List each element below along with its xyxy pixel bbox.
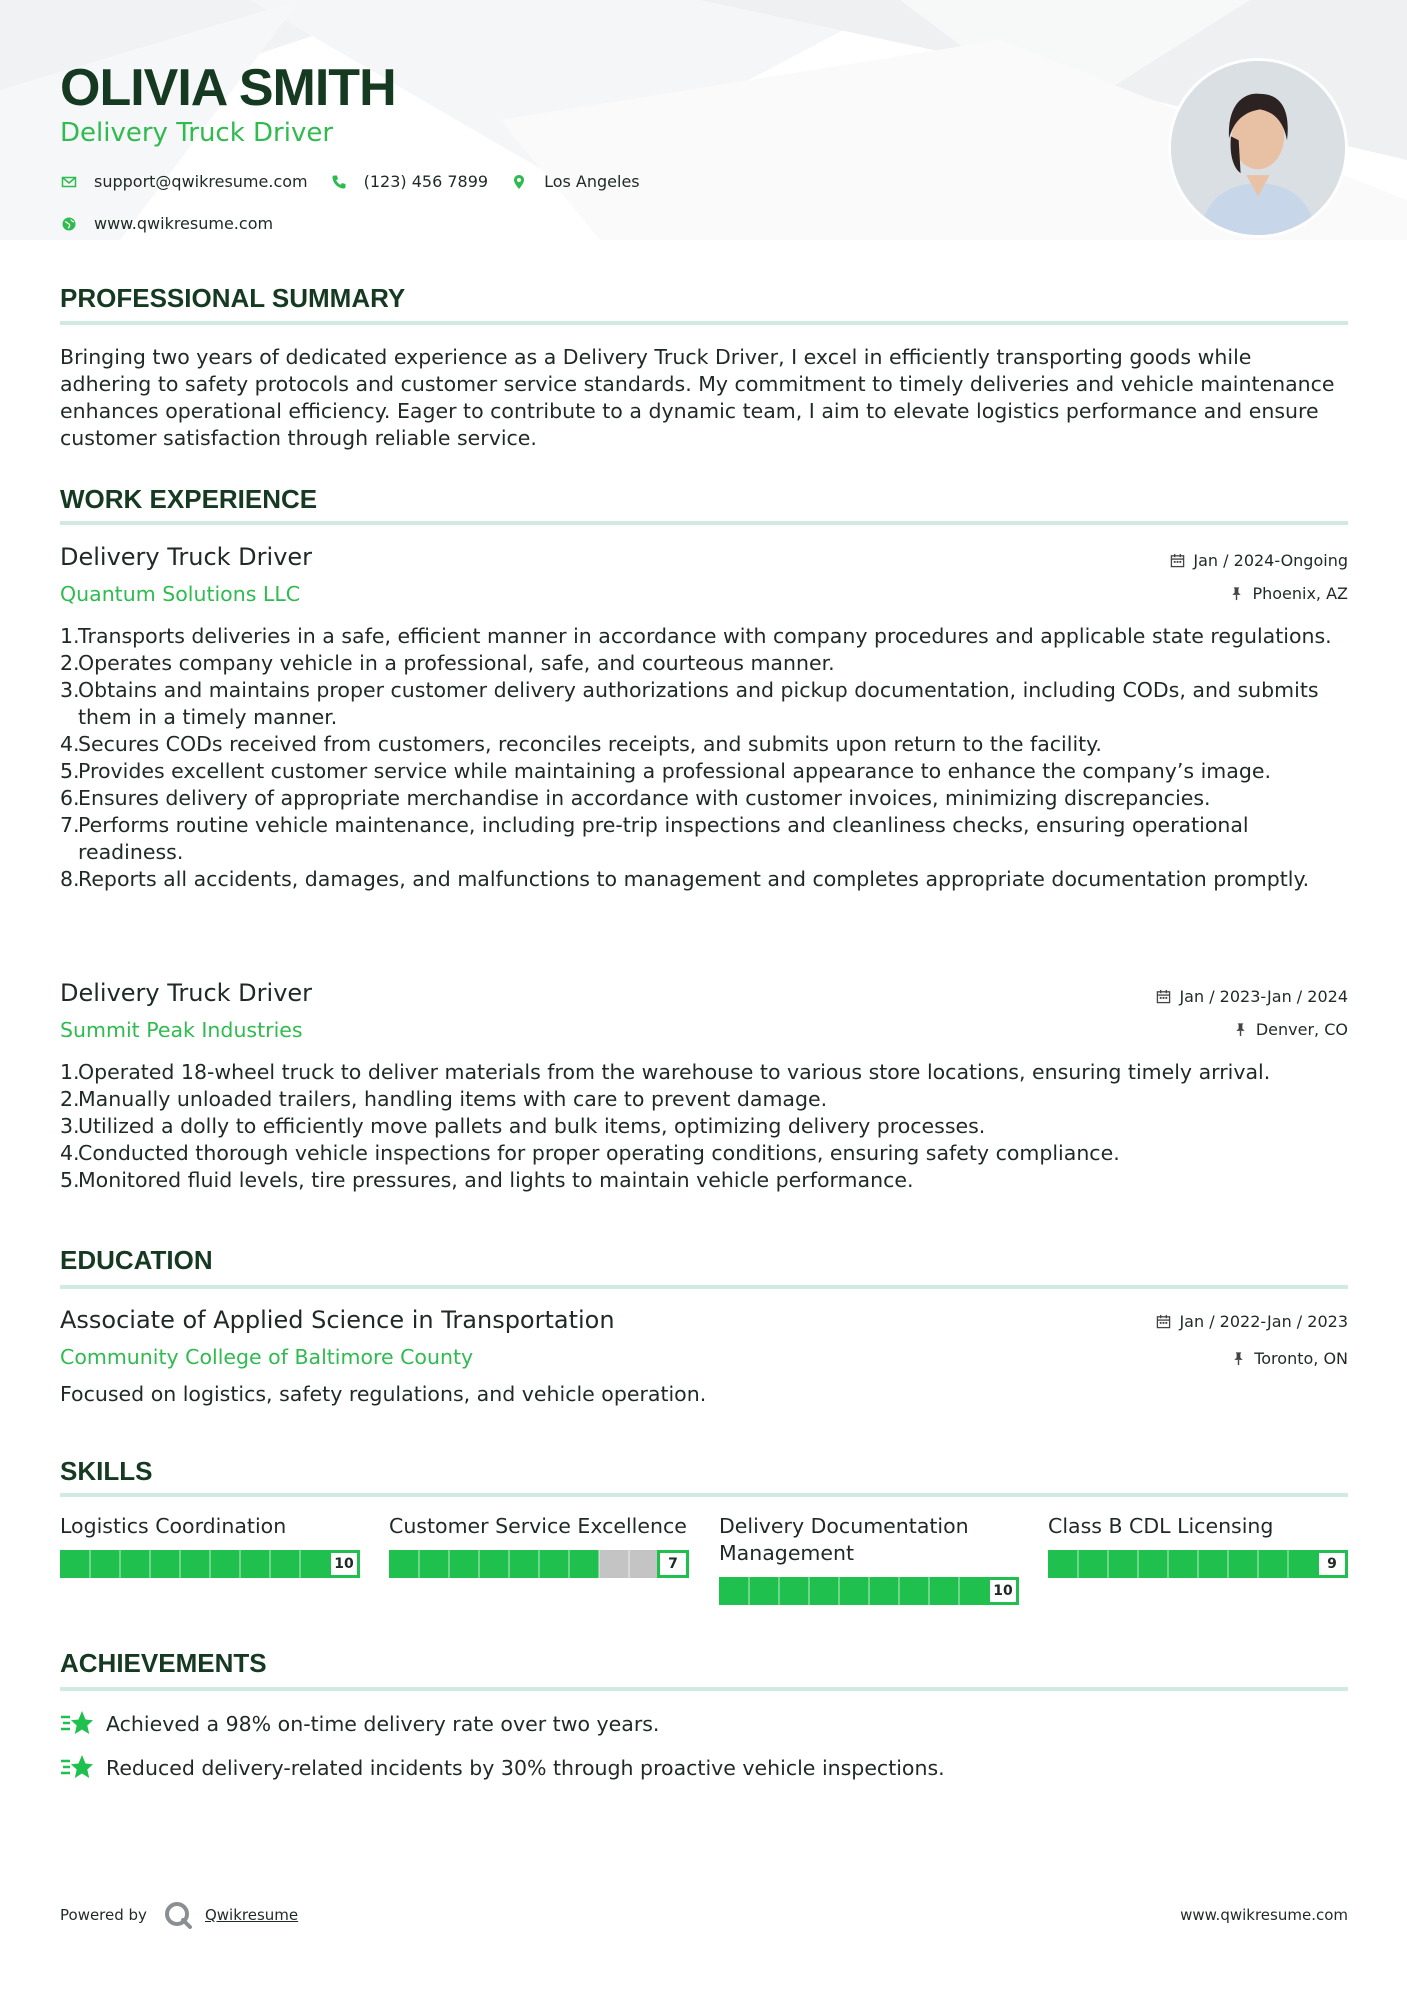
skill-bar-segment	[538, 1550, 540, 1578]
candidate-role: Delivery Truck Driver	[60, 118, 334, 148]
list-item: 7. Performs routine vehicle maintenance, including pre-trip inspections and cleanliness checks, ensuring operational readiness.	[60, 813, 1249, 864]
skill-name: Class B CDL Licensing	[1048, 1514, 1274, 1538]
skill-bar	[389, 1550, 689, 1578]
skill-name: Logistics Coordination	[60, 1514, 287, 1538]
achievement-item	[60, 1709, 659, 1739]
skill-bar-segment	[1137, 1550, 1139, 1578]
skill-bar-segment	[508, 1550, 510, 1578]
achievement-text: Reduced delivery-related incidents by 30% through proactive vehicle inspections.	[106, 1756, 945, 1780]
education-dates-text: Jan / 2022-Jan / 2023	[1179, 1312, 1348, 1331]
job-title: Delivery Truck Driver	[60, 543, 313, 571]
job-company: Summit Peak Industries	[60, 1018, 303, 1042]
list-item: 3. Utilized a dolly to efficiently move pallets and bulk items, optimizing delivery processes.	[60, 1114, 986, 1138]
skill-item	[1048, 1513, 1348, 1578]
profile-photo	[1168, 58, 1348, 238]
job-dates-text: Jan / 2023-Jan / 2024	[1179, 987, 1348, 1006]
job-location-text: Denver, CO	[1255, 1020, 1348, 1039]
skill-bar	[719, 1577, 1019, 1605]
star-achievement-icon	[60, 1709, 94, 1739]
section-divider	[60, 521, 1348, 525]
job-duties-list	[60, 1059, 1348, 1194]
footer-powered-by	[60, 1900, 298, 1930]
education-school: Community College of Baltimore County	[60, 1345, 474, 1369]
skill-bar-segment	[1107, 1550, 1109, 1578]
skill-bar-segment	[1077, 1550, 1079, 1578]
summary-text: Bringing two years of dedicated experience as a Delivery Truck Driver, I excel in efficiently transporting goods while adhering to safety protocols and customer service standards. My commitment to timely deliveries and vehicle maintenance enhances operational efficiency. Eager to contribute to a dynamic team, I aim to elevate logistics performance and ensure customer satisfaction through reliable service.	[60, 345, 1335, 450]
contact-location	[510, 172, 640, 191]
skill-bar-segment	[808, 1577, 810, 1605]
contact-email[interactable]	[60, 172, 308, 191]
footer-website[interactable]: www.qwikresume.com	[1180, 1906, 1348, 1924]
education-location-text: Toronto, ON	[1254, 1349, 1348, 1368]
education-degree: Associate of Applied Science in Transportation	[60, 1306, 615, 1334]
education-dates	[1156, 1312, 1348, 1331]
skill-bar-fill	[1048, 1550, 1318, 1578]
skill-bar-segment	[478, 1550, 480, 1578]
skill-bar-segment	[89, 1550, 91, 1578]
star-achievement-icon	[60, 1753, 94, 1783]
skill-score: 10	[328, 1550, 360, 1578]
skill-bar-segment	[239, 1550, 241, 1578]
brand-link[interactable]: Qwikresume	[204, 1906, 299, 1924]
section-divider	[60, 321, 1348, 325]
skill-bar-segment	[778, 1577, 780, 1605]
list-item: 4. Secures CODs received from customers, reconciles receipts, and submits upon return to the facility.	[60, 732, 1102, 756]
skill-score: 7	[657, 1550, 689, 1578]
skill-bar-segment	[299, 1550, 301, 1578]
pushpin-icon	[1233, 1022, 1248, 1037]
list-item: 5. Monitored fluid levels, tire pressures, and lights to maintain vehicle performance.	[60, 1168, 914, 1192]
calendar-icon	[1170, 553, 1185, 568]
skill-bar-segment	[1227, 1550, 1229, 1578]
skill-bar-segment	[1197, 1550, 1199, 1578]
achievement-item	[60, 1753, 945, 1783]
list-item: 6. Ensures delivery of appropriate merchandise in accordance with customer invoices, minimizing discrepancies.	[60, 786, 1211, 810]
section-title-achievements: ACHIEVEMENTS	[60, 1648, 267, 1678]
skill-name: Delivery Documentation Management	[719, 1514, 969, 1565]
skill-score: 10	[987, 1577, 1019, 1605]
list-item: 1. Operated 18-wheel truck to deliver materials from the warehouse to various store locations, ensuring timely arrival.	[60, 1060, 1271, 1084]
education-description: Focused on logistics, safety regulations, and vehicle operation.	[60, 1382, 707, 1406]
skill-bar	[60, 1550, 360, 1578]
location-text: Los Angeles	[544, 172, 640, 191]
skill-item	[389, 1513, 689, 1578]
skill-bar	[1048, 1550, 1348, 1578]
skill-bar-segment	[448, 1550, 450, 1578]
job-title: Delivery Truck Driver	[60, 979, 313, 1007]
job-dates	[1170, 551, 1348, 570]
skill-bar-segment	[1167, 1550, 1169, 1578]
section-divider	[60, 1285, 1348, 1289]
skill-bar-segment	[868, 1577, 870, 1605]
calendar-icon	[1156, 989, 1171, 1004]
job-company: Quantum Solutions LLC	[60, 582, 301, 606]
list-item: 5. Provides excellent customer service while maintaining a professional appearance to enhance the company’s image.	[60, 759, 1271, 783]
skill-bar-segment	[269, 1550, 271, 1578]
calendar-icon	[1156, 1314, 1171, 1329]
achievement-text: Achieved a 98% on-time delivery rate over two years.	[106, 1712, 660, 1736]
job-location	[1233, 1020, 1348, 1039]
contact-row	[60, 172, 662, 191]
job-duties-list	[60, 623, 1348, 893]
map-pin-icon	[510, 173, 528, 191]
phone-text: (123) 456 7899	[363, 172, 489, 191]
section-title-experience: WORK EXPERIENCE	[60, 484, 318, 514]
skill-bar-segment	[598, 1550, 600, 1578]
skill-bar-segment	[628, 1550, 630, 1578]
skill-bar-segment	[209, 1550, 211, 1578]
skill-bar-segment	[179, 1550, 181, 1578]
skill-bar-segment	[958, 1577, 960, 1605]
phone-icon	[330, 173, 348, 191]
skill-bar-segment	[838, 1577, 840, 1605]
envelope-icon	[60, 173, 78, 191]
contact-phone[interactable]	[330, 172, 488, 191]
list-item: 1. Transports deliveries in a safe, efficient manner in accordance with company procedures and applicable state regulations.	[60, 624, 1332, 648]
skill-score: 9	[1316, 1550, 1348, 1578]
job-dates	[1156, 987, 1348, 1006]
section-title-skills: SKILLS	[60, 1456, 153, 1486]
skill-bar-segment	[1257, 1550, 1259, 1578]
skill-bar-segment	[898, 1577, 900, 1605]
skill-item	[719, 1513, 1019, 1605]
list-item: 4. Conducted thorough vehicle inspections for proper operating conditions, ensuring safety compliance.	[60, 1141, 1120, 1165]
education-location	[1231, 1349, 1348, 1368]
pushpin-icon	[1231, 1351, 1246, 1366]
section-divider	[60, 1687, 1348, 1691]
qwikresume-logo	[163, 1900, 193, 1930]
skill-bar-segment	[748, 1577, 750, 1605]
section-title-summary: PROFESSIONAL SUMMARY	[60, 283, 406, 313]
pushpin-icon	[1229, 586, 1244, 601]
email-text: support@qwikresume.com	[94, 172, 308, 191]
globe-icon	[60, 215, 78, 233]
skill-bar-segment	[568, 1550, 570, 1578]
skill-bar-segment	[149, 1550, 151, 1578]
skill-bar-segment	[418, 1550, 420, 1578]
list-item: 8. Reports all accidents, damages, and malfunctions to management and completes appropriate documentation promptly.	[60, 867, 1310, 891]
skill-bar-segment	[928, 1577, 930, 1605]
section-divider	[60, 1493, 1348, 1497]
website-text: www.qwikresume.com	[94, 214, 274, 233]
job-location-text: Phoenix, AZ	[1252, 584, 1348, 603]
skill-name: Customer Service Excellence	[389, 1514, 687, 1538]
skill-item	[60, 1513, 360, 1578]
list-item: 3. Obtains and maintains proper customer delivery authorizations and pickup documentation, including CODs, and submits them in a timely manner.	[60, 678, 1319, 729]
candidate-name: OLIVIA SMITH	[60, 59, 396, 117]
job-location	[1229, 584, 1348, 603]
contact-website[interactable]	[60, 214, 273, 233]
contact-row-website	[60, 214, 295, 233]
skill-bar-segment	[119, 1550, 121, 1578]
list-item: 2. Manually unloaded trailers, handling items with care to prevent damage.	[60, 1087, 828, 1111]
list-item: 2. Operates company vehicle in a professional, safe, and courteous manner.	[60, 651, 835, 675]
powered-by-text: Powered by	[60, 1906, 147, 1924]
job-dates-text: Jan / 2024-Ongoing	[1193, 551, 1348, 570]
section-title-education: EDUCATION	[60, 1245, 213, 1275]
skill-bar-segment	[1287, 1550, 1289, 1578]
